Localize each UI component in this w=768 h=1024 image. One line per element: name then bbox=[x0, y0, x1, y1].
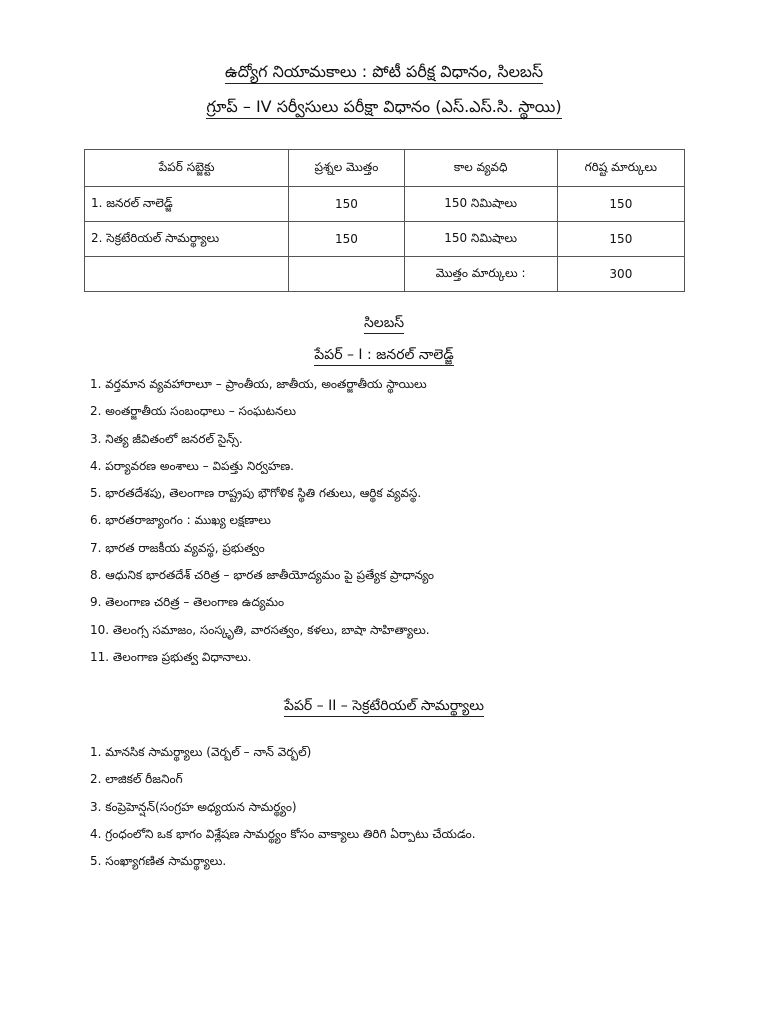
list-item: 6. భారతరాజ్యాంగం : ముఖ్య లక్షణాలు bbox=[90, 513, 271, 528]
table-row-total bbox=[85, 257, 685, 292]
document-subtitle-text: గ్రూప్ – IV సర్వీసులు పరీక్షా విధానం (ఎస్.ఎస్.సి. స్థాయి) bbox=[206, 97, 561, 119]
table-cell: 150 bbox=[289, 187, 404, 222]
list-item: 1. వర్తమాన వ్యవహారాలూ – ప్రాంతీయ, జాతీయ, అంతర్జాతీయ స్థాయిలు bbox=[90, 377, 427, 391]
total-marks-value: 300 bbox=[557, 257, 684, 292]
table-cell: 150 bbox=[557, 222, 684, 257]
table-row bbox=[85, 222, 685, 257]
paper1-title bbox=[0, 346, 768, 364]
list-item: 1. మానసిక సామర్థ్యాలు (వెర్బల్ – నాన్ వెర్బల్) bbox=[90, 745, 312, 759]
column-header-questions: ప్రశ్నల మొత్తం bbox=[289, 150, 404, 187]
exam-scheme-table bbox=[84, 149, 685, 292]
list-item: 4. గ్రంధంలోని ఒక భాగం విశ్లేషణ సామర్థ్యం కోసం వాక్యాలు తిరిగి ఏర్పాటు చేయడం. bbox=[90, 826, 476, 841]
column-header-subject: పేపర్ సబ్జెక్టు bbox=[85, 150, 289, 187]
table-cell: 150 bbox=[557, 187, 684, 222]
table-cell: 150 నిమిషాలు bbox=[404, 187, 557, 222]
list-item: 3. నిత్య జీవితంలో జనరల్ సైన్స్. bbox=[90, 431, 243, 446]
paper1-title-text: పేపర్ – I : జనరల్ నాలెడ్జ్ bbox=[314, 347, 453, 366]
document-title bbox=[0, 62, 768, 82]
table-cell: 150 bbox=[289, 222, 404, 257]
list-item: 5. భారతదేశపు, తెలంగాణ రాష్ట్రపు భౌగోళిక స్థితి గతులు, ఆర్థిక వ్యవస్థ. bbox=[90, 486, 422, 501]
table-cell: 150 నిమిషాలు bbox=[404, 222, 557, 257]
paper2-title-text: పేపర్ – II – సెక్రటేరియల్ సామర్థ్యాలు bbox=[284, 698, 484, 717]
list-item: 5. సంఖ్యాగణిత సామర్థ్యాలు. bbox=[90, 854, 227, 869]
paper2-topic-list bbox=[90, 743, 476, 879]
list-item: 2. అంతర్జాతీయ సంబంధాలు – సంఘటనలు bbox=[90, 404, 297, 419]
syllabus-title bbox=[0, 314, 768, 332]
table-header-row bbox=[85, 150, 685, 187]
document-subtitle bbox=[0, 97, 768, 117]
syllabus-title-text: సిలబస్ bbox=[364, 315, 404, 334]
list-item: 8. ఆధునిక భారతదేశ్ చరిత్ర – భారత జాతీయోద్యమం పై ప్రత్యేక ప్రాధాన్యం bbox=[90, 568, 435, 583]
list-item: 10. తెలంగ్స సమాజం, సంస్కృతి, వారసత్వం, కళలు, బాషా సాహిత్యాలు. bbox=[90, 622, 430, 637]
table-cell: 1. జనరల్ నాలెడ్జ్ bbox=[85, 187, 289, 222]
table-row bbox=[85, 187, 685, 222]
document-title-text: ఉద్యోగ నియామకాలు : పోటీ పరీక్ష విధానం, సిలబస్ bbox=[225, 62, 543, 84]
column-header-duration: కాల వ్యవధి bbox=[404, 150, 557, 187]
column-header-max-marks: గరిష్ట మార్కులు bbox=[557, 150, 684, 187]
list-item: 3. కంప్రెహెన్షన్(సంగ్రహ అధ్యయన సామర్థ్యం) bbox=[90, 799, 297, 814]
total-marks-label: మొత్తం మార్కులు : bbox=[404, 257, 557, 292]
table-cell bbox=[289, 257, 404, 292]
list-item: 11. తెలంగాణ ప్రభుత్వ విధానాలు. bbox=[90, 649, 252, 664]
paper2-title bbox=[0, 697, 768, 715]
paper1-topic-list bbox=[90, 375, 434, 675]
list-item: 2. లాజికల్ రీజనింగ్ bbox=[90, 772, 183, 787]
list-item: 9. తెలంగాణ చరిత్ర – తెలంగాణ ఉద్యమం bbox=[90, 595, 285, 610]
list-item: 7. భారత రాజకీయ వ్యవస్థ, ప్రభుత్వం bbox=[90, 540, 265, 555]
list-item: 4. పర్యావరణ అంశాలు – విపత్తు నిర్వహణ. bbox=[90, 458, 294, 473]
table-cell bbox=[85, 257, 289, 292]
table-cell: 2. సెక్రటేరియల్ సామర్థ్యాలు bbox=[85, 222, 289, 257]
